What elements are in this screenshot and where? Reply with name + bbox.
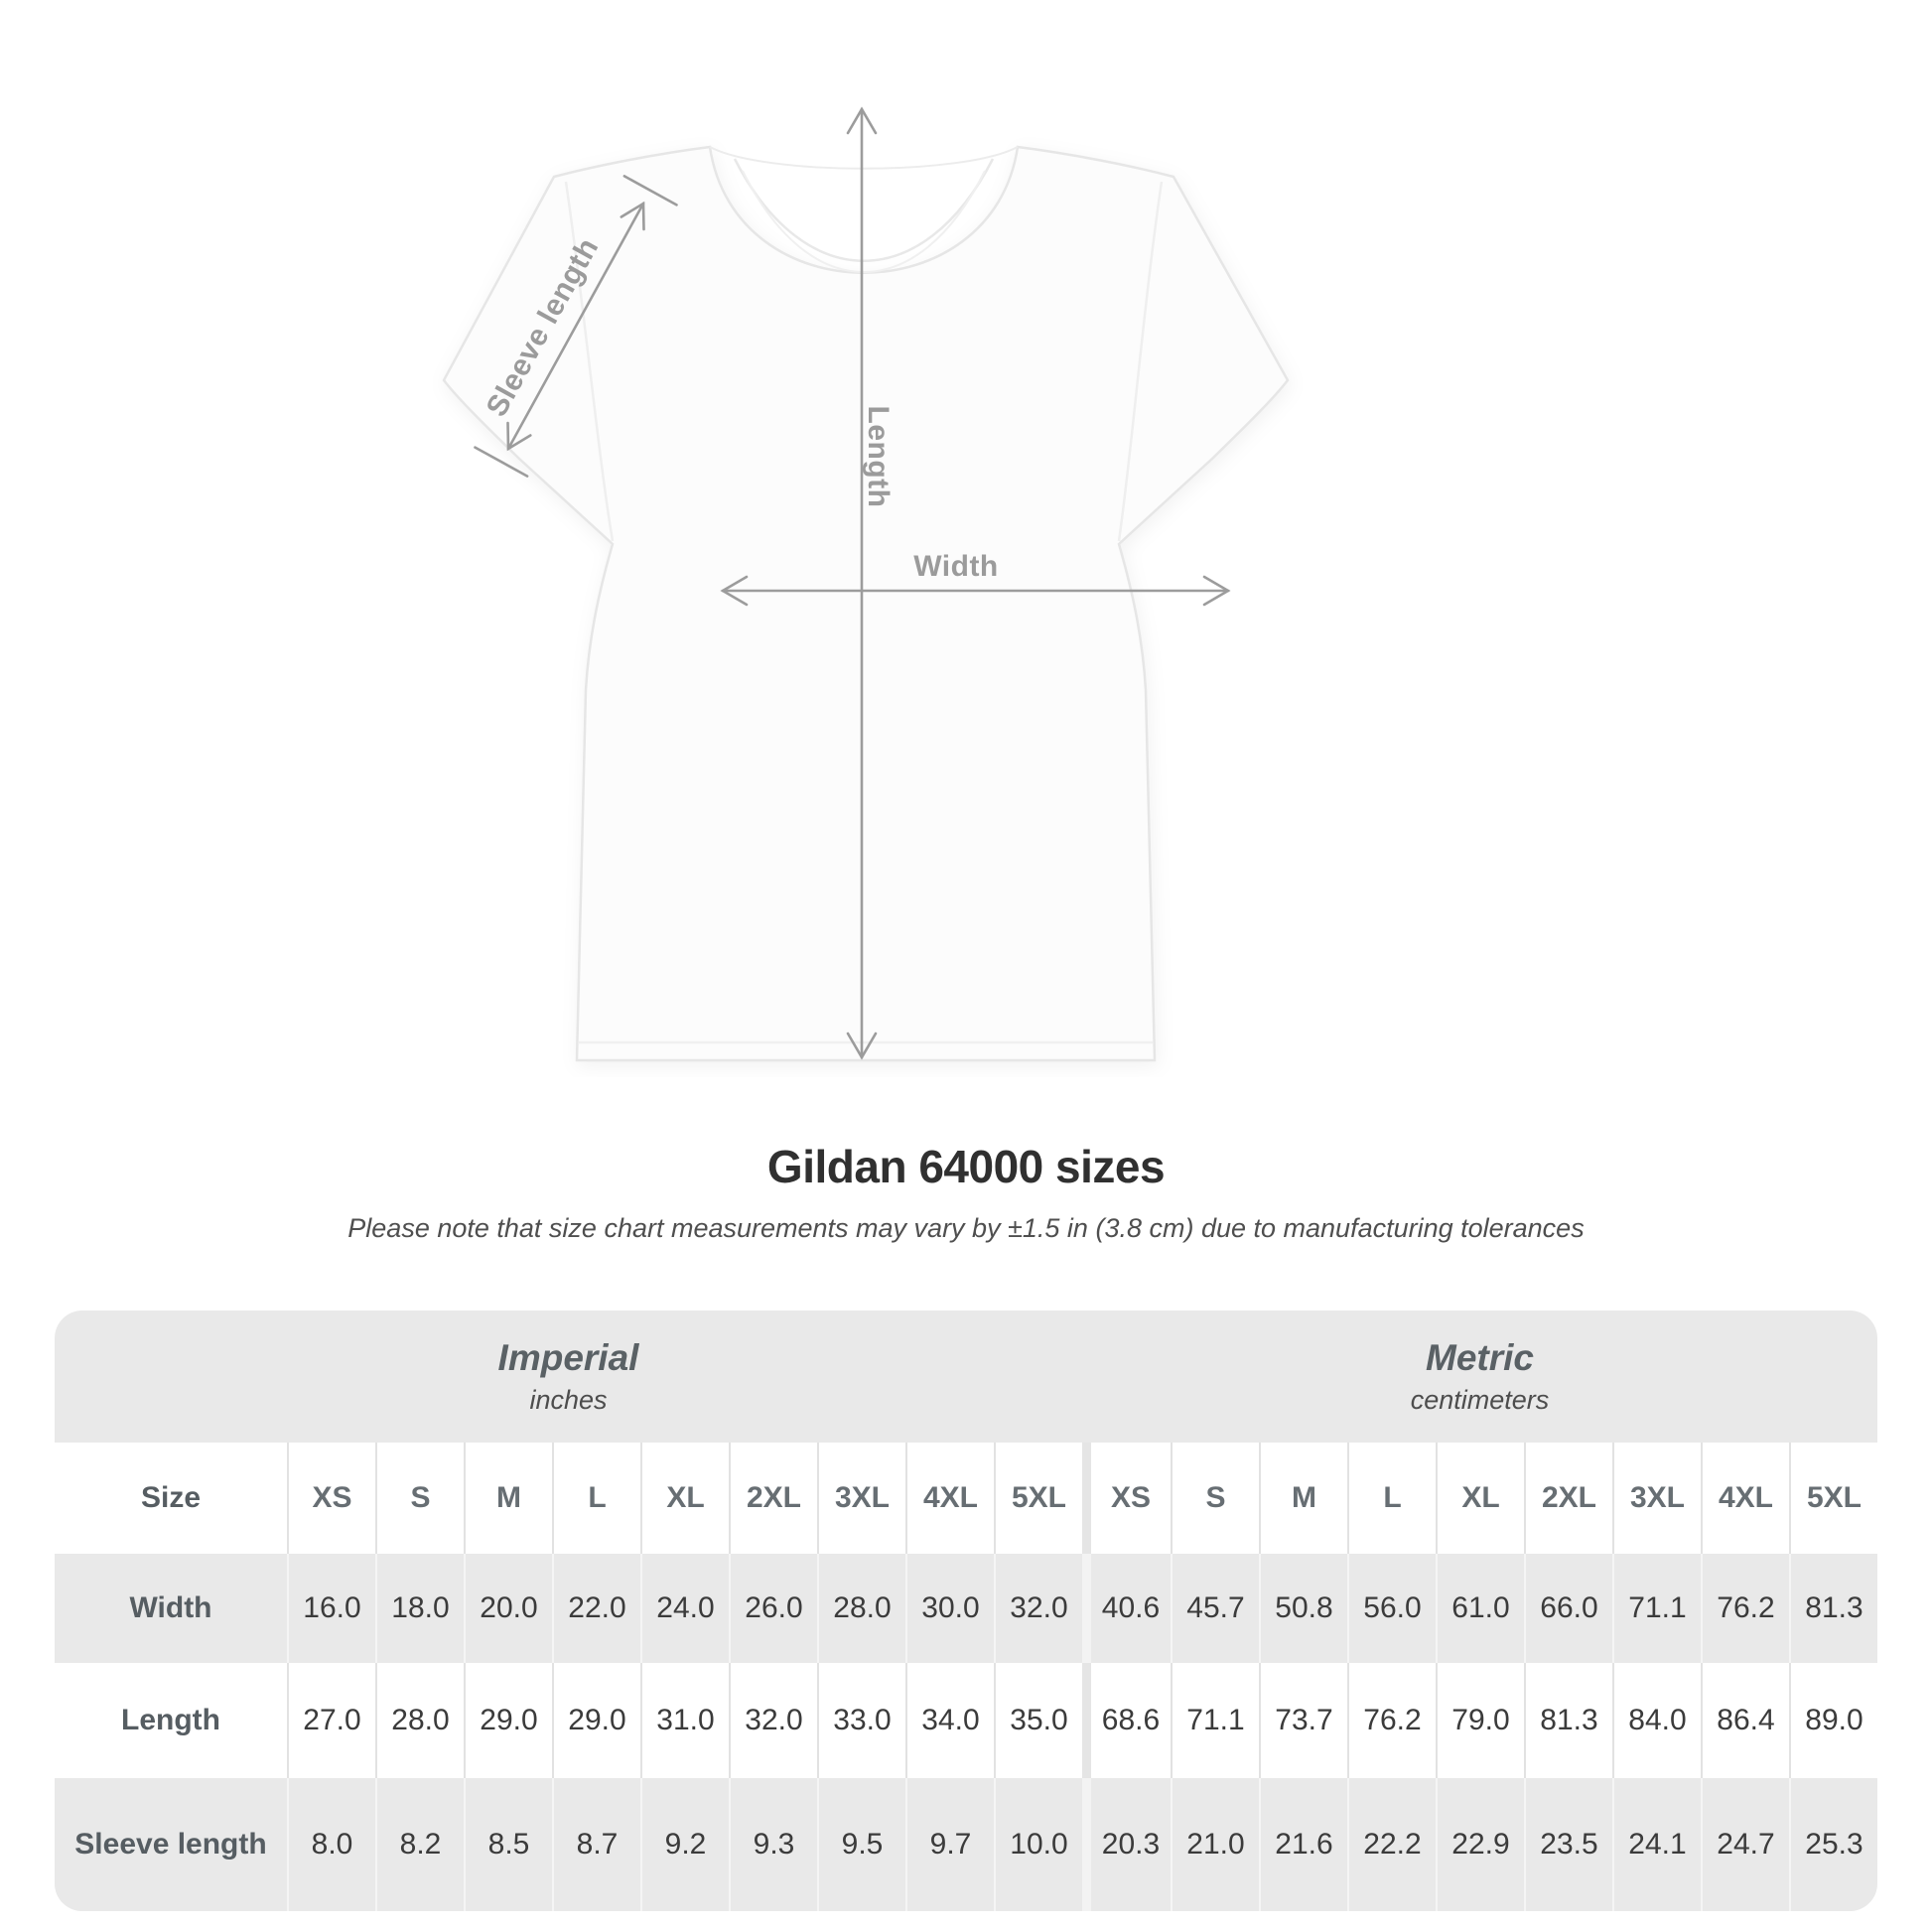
width-annotation-label: Width [913,550,999,583]
sleeve-imp-3xl: 9.5 [817,1778,905,1911]
width-met-xl: 61.0 [1436,1554,1524,1663]
width-imp-xs: 16.0 [287,1554,375,1663]
length-met-s: 71.1 [1171,1663,1259,1778]
sleeve-met-2xl: 23.5 [1524,1778,1612,1911]
length-row-label: Length [55,1663,287,1778]
sleeve-row-label: Sleeve length [55,1778,287,1911]
page-title: Gildan 64000 sizes [766,1141,1166,1192]
size-header-imp-xs: XS [287,1443,375,1554]
metric-title: Metric [1426,1337,1534,1378]
size-header-met-4xl: 4XL [1701,1443,1789,1554]
sleeve-imp-xs: 8.0 [287,1778,375,1911]
size-header-imp-l: L [552,1443,640,1554]
length-met-4xl: 86.4 [1701,1663,1789,1778]
length-met-2xl: 81.3 [1524,1663,1612,1778]
sleeve-length-arrow [476,176,677,476]
imperial-title: Imperial [497,1337,639,1378]
width-met-5xl: 81.3 [1789,1554,1877,1663]
length-arrow [848,109,876,1057]
sleeve-met-xl: 22.9 [1436,1778,1524,1911]
length-annotation-label: Length [862,405,895,508]
sleeve-met-l: 22.2 [1347,1778,1436,1911]
sleeve-met-xs: 20.3 [1082,1778,1171,1911]
width-row-label: Width [55,1554,287,1663]
width-imp-5xl: 32.0 [994,1554,1082,1663]
size-header-met-2xl: 2XL [1524,1443,1612,1554]
size-header-imp-m: M [464,1443,552,1554]
length-imp-5xl: 35.0 [994,1663,1082,1778]
width-met-xs: 40.6 [1082,1554,1171,1663]
length-imp-xl: 31.0 [640,1663,729,1778]
sleeve-imp-xl: 9.2 [640,1778,729,1911]
width-met-s: 45.7 [1171,1554,1259,1663]
length-imp-xs: 27.0 [287,1663,375,1778]
size-grid [55,1443,1877,1911]
length-imp-3xl: 33.0 [817,1663,905,1778]
metric-unit: centimeters [1410,1385,1550,1415]
tolerance-note: Please note that size chart measurements may vary by ±1.5 in (3.8 cm) due to manufacturing tolerances [347,1213,1585,1243]
size-header-imp-xl: XL [640,1443,729,1554]
length-imp-2xl: 32.0 [729,1663,817,1778]
length-imp-m: 29.0 [464,1663,552,1778]
metric-header [1082,1311,1877,1443]
length-met-m: 73.7 [1259,1663,1347,1778]
sleeve-met-m: 21.6 [1259,1778,1347,1911]
length-imp-l: 29.0 [552,1663,640,1778]
width-imp-3xl: 28.0 [817,1554,905,1663]
size-header-met-xl: XL [1436,1443,1524,1554]
width-imp-s: 18.0 [375,1554,464,1663]
width-imp-4xl: 30.0 [905,1554,994,1663]
width-met-2xl: 66.0 [1524,1554,1612,1663]
size-header-met-m: M [1259,1443,1347,1554]
width-met-3xl: 71.1 [1612,1554,1701,1663]
size-header-imp-4xl: 4XL [905,1443,994,1554]
width-imp-xl: 24.0 [640,1554,729,1663]
sleeve-imp-s: 8.2 [375,1778,464,1911]
unit-header-row [55,1311,1877,1443]
width-met-m: 50.8 [1259,1554,1347,1663]
sleeve-imp-4xl: 9.7 [905,1778,994,1911]
size-header-imp-3xl: 3XL [817,1443,905,1554]
sleeve-imp-m: 8.5 [464,1778,552,1911]
width-imp-m: 20.0 [464,1554,552,1663]
imperial-header [55,1311,1082,1443]
size-header-met-3xl: 3XL [1612,1443,1701,1554]
size-header-imp-2xl: 2XL [729,1443,817,1554]
size-header-met-xs: XS [1082,1443,1171,1554]
length-imp-4xl: 34.0 [905,1663,994,1778]
size-header-met-l: L [1347,1443,1436,1554]
sleeve-met-3xl: 24.1 [1612,1778,1701,1911]
sleeve-length-annotation-label: Sleeve length [480,232,606,423]
length-met-3xl: 84.0 [1612,1663,1701,1778]
sleeve-imp-l: 8.7 [552,1778,640,1911]
width-met-4xl: 76.2 [1701,1554,1789,1663]
width-imp-2xl: 26.0 [729,1554,817,1663]
length-met-l: 76.2 [1347,1663,1436,1778]
imperial-unit: inches [529,1385,608,1415]
width-imp-l: 22.0 [552,1554,640,1663]
size-header-met-s: S [1171,1443,1259,1554]
sleeve-imp-5xl: 10.0 [994,1778,1082,1911]
sleeve-met-5xl: 25.3 [1789,1778,1877,1911]
size-column-header: Size [55,1443,287,1554]
sleeve-met-s: 21.0 [1171,1778,1259,1911]
length-met-5xl: 89.0 [1789,1663,1877,1778]
size-header-met-5xl: 5XL [1789,1443,1877,1554]
size-table [55,1311,1877,1911]
length-met-xs: 68.6 [1082,1663,1171,1778]
sleeve-met-4xl: 24.7 [1701,1778,1789,1911]
sleeve-imp-2xl: 9.3 [729,1778,817,1911]
length-imp-s: 28.0 [375,1663,464,1778]
length-met-xl: 79.0 [1436,1663,1524,1778]
width-met-l: 56.0 [1347,1554,1436,1663]
size-header-imp-s: S [375,1443,464,1554]
measurement-annotations [392,60,1345,1122]
size-header-imp-5xl: 5XL [994,1443,1082,1554]
